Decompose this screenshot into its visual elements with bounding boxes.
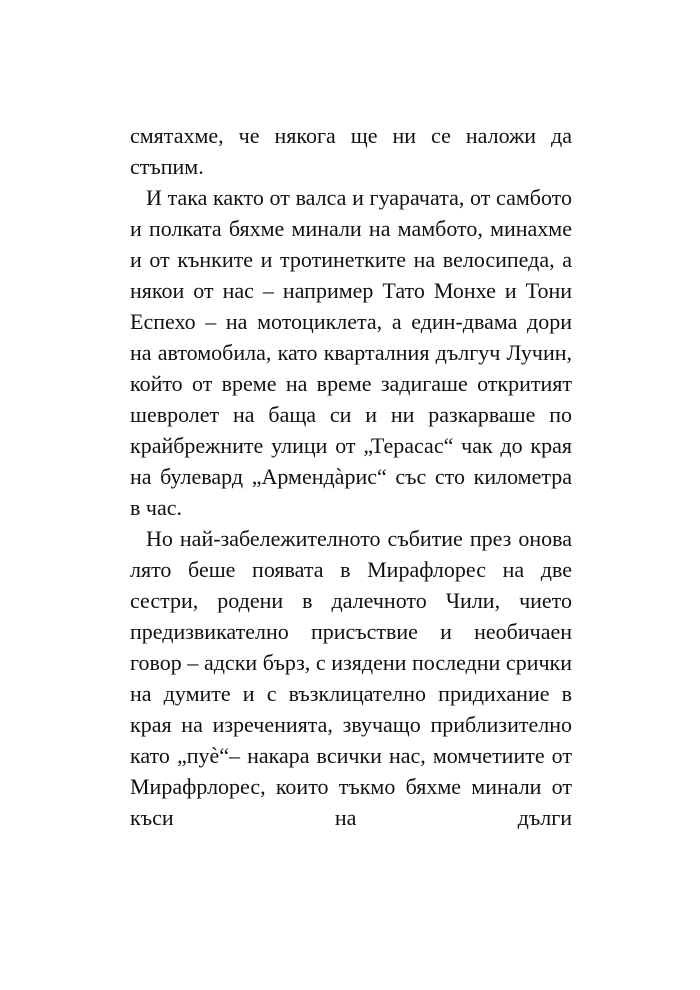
paragraph-2: И така както от валса и гуарачата, от самбото и полката бяхме минали на мамбото, минахме и от кънките и тротинетките на велосипеда, а някои от нас – например Тато Монхе и Тони Еспехо – на мотоциклета, а един-двама дори на автомобила, като кварталния дългуч Лучин, който от време на време задигаше откритият шевролет на баща си и ни разкарваше по крайбрежните улици от „Терасас“ чак до края на булевард „Армендàрис“ със сто километра в час.: [130, 185, 572, 520]
paragraph-1: смятахме, че някога ще ни се наложи да стъпим.: [130, 123, 572, 179]
body-text: [130, 120, 572, 833]
paragraph-3: Но най-забележителното събитие през онова лято беше появата в Мирафлорес на две сестри, родени в далечното Чили, чието предизвикателно присъствие и необичаен говор – адски бърз, с изядени последни срички на думите и с възклицателно придихание в края на изреченията, звучащо приблизително като „пуè“– накара всички нас, момчетиите от Мирафрлорес, които тъкмо бяхме минали от къси на дълги: [130, 526, 572, 830]
